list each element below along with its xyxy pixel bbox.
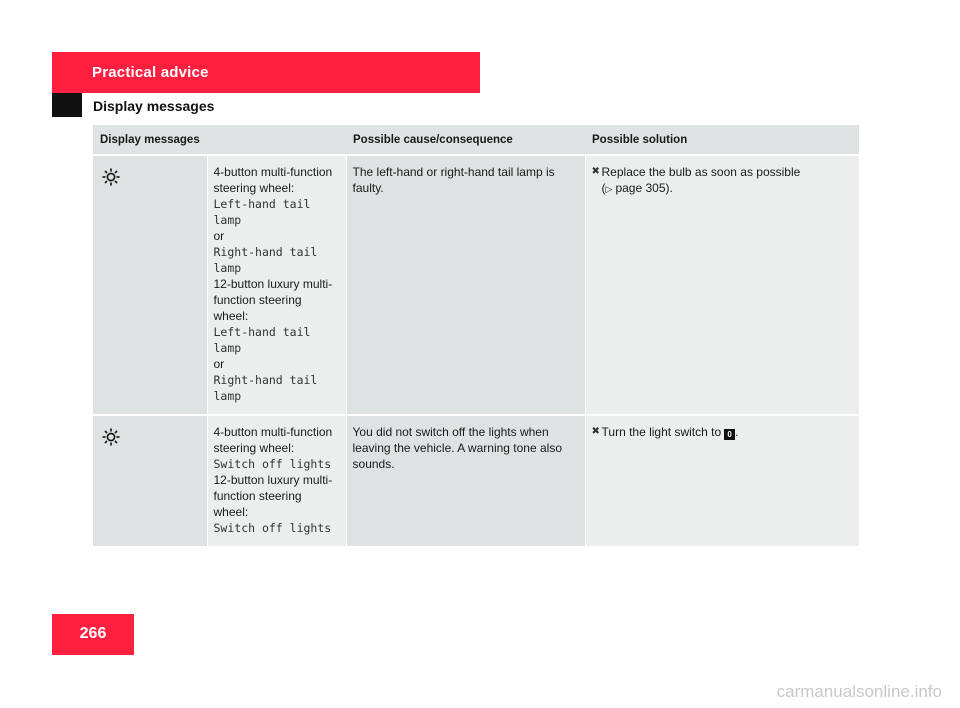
section-header-bar [52, 52, 480, 93]
page-number: 266 [79, 625, 107, 642]
condition-cell [207, 155, 346, 415]
condition-text: 4-button multi-function steering wheel: [213, 165, 333, 195]
table-row [93, 155, 859, 415]
condition-text: or [213, 357, 225, 371]
icon-cell [93, 415, 207, 547]
display-message-text: Switch off lights [213, 457, 332, 471]
header-possible-solution: Possible solution [585, 125, 859, 155]
condition-cell [207, 415, 346, 547]
section-title: Practical advice [92, 64, 209, 81]
display-messages-table [93, 125, 860, 548]
page-number-box [52, 614, 134, 655]
solution-cell [585, 155, 859, 415]
display-message-text: Right-hand tail lamp [213, 245, 318, 275]
cause-text: You did not switch off the lights when leaving the vehicle. A warning tone also sounds. [352, 425, 562, 471]
condition-text: 12-button luxury multi-function steering wheel: [213, 277, 333, 323]
condition-text: 4-button multi-function steering wheel: [213, 425, 333, 455]
header-display-messages: Display messages [93, 125, 346, 155]
action-arrow-icon: ✖ [591, 426, 600, 437]
display-message-text: Left-hand tail lamp [213, 197, 311, 227]
icon-cell [93, 155, 207, 415]
watermark: carmanualsonline.info [776, 682, 942, 701]
condition-text: or [213, 229, 225, 243]
display-message-text: Right-hand tail lamp [213, 373, 318, 403]
action-arrow-icon: ✖ [591, 166, 600, 177]
display-message-text: Switch off lights [213, 521, 332, 535]
solution-text: Replace the bulb as soon as possible (▷ page 305). [601, 165, 801, 195]
page-reference-link[interactable]: page 305). [615, 181, 673, 195]
subsection-title: Display messages [93, 98, 215, 114]
cause-cell [346, 415, 585, 547]
bulb-icon [101, 427, 121, 447]
solution-cell [585, 415, 859, 547]
cause-cell [346, 155, 585, 415]
display-message-text: Left-hand tail lamp [213, 325, 311, 355]
condition-text: 12-button luxury multi-function steering wheel: [213, 473, 333, 519]
cause-text: The left-hand or right-hand tail lamp is faulty. [352, 165, 555, 195]
bulb-icon [101, 167, 121, 187]
solution-text: Turn the light switch to 0 . [601, 425, 739, 439]
header-tab-marker [52, 93, 82, 117]
table-header-row [93, 125, 859, 155]
header-possible-cause: Possible cause/consequence [346, 125, 585, 155]
page-reference-icon: ▷ [605, 184, 613, 194]
table-row [93, 415, 859, 547]
light-switch-off-icon: 0 [724, 429, 735, 440]
